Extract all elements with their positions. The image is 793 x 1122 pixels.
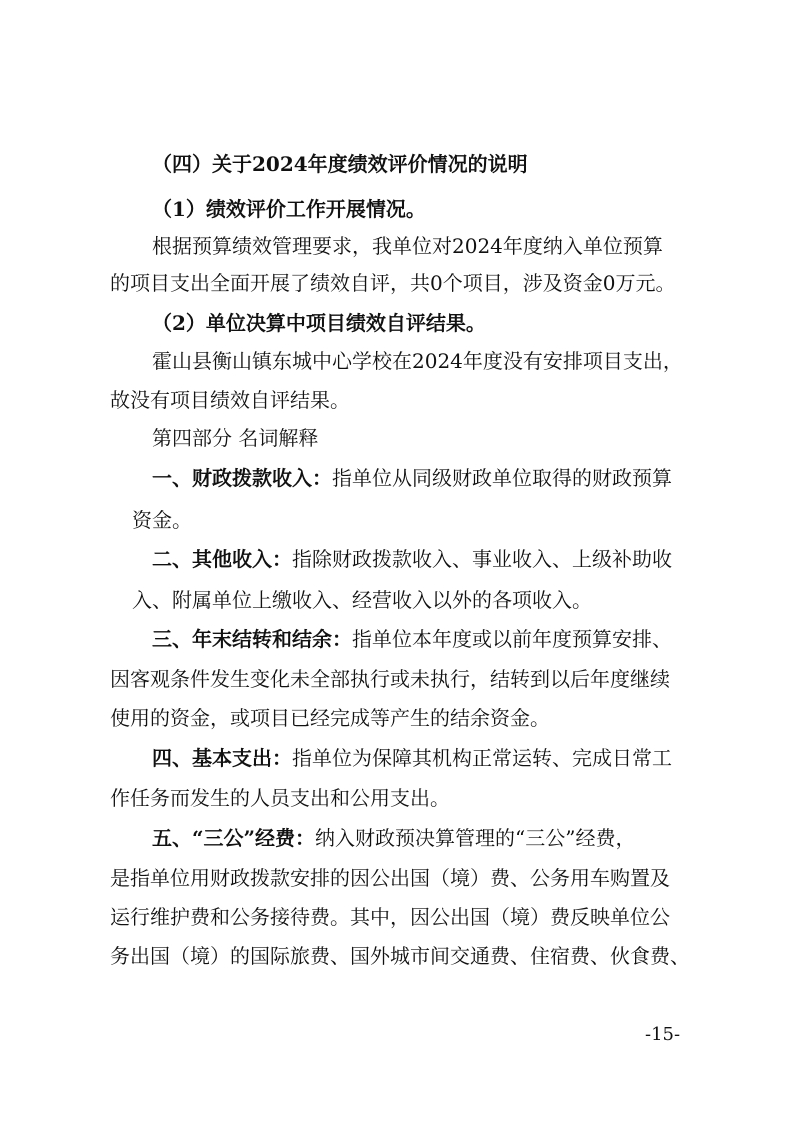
paragraph-line: 根据预算绩效管理要求，我单位对2024年度纳入单位预算 [152,234,663,258]
section-heading-performance-evaluation: （四）关于2024年度绩效评价情况的说明 [152,152,528,176]
term-label: 五、“三公”经费： [152,826,316,850]
paragraph-line: 因客观条件发生变化未全部执行或未执行，结转到以后年度继续 [110,667,670,691]
subheading-evaluation-result: （2）单位决算中项目绩效自评结果。 [152,311,486,335]
term-definition-line [152,626,672,652]
paragraph-line: 资金。 [132,508,192,532]
term-label: 三、年末结转和结余： [152,627,352,651]
paragraph-line: 是指单位用财政拨款安排的因公出国（境）费、公务用车购置及 [110,866,670,890]
term-definition-line [152,546,672,572]
part-four-heading: 第四部分 名词解释 [152,426,319,450]
term-label: 一、财政拨款收入： [152,466,332,490]
paragraph-line: 入、附属单位上缴收入、经营收入以外的各项收入。 [132,588,592,612]
term-text: 纳入财政预决算管理的“三公”经费， [315,826,636,850]
term-definition-line [152,465,672,491]
subheading-evaluation-status: （1）绩效评价工作开展情况。 [152,197,426,221]
term-label: 二、其他收入： [152,547,292,571]
term-definition-line [152,745,672,771]
term-text: 指除财政拨款收入、事业收入、上级补助收 [292,547,672,571]
paragraph-line: 务出国（境）的国际旅费、国外城市间交通费、住宿费、伙食费、 [110,944,690,968]
term-definition-line [152,825,635,851]
page-number: -15- [645,1024,681,1045]
term-text: 指单位从同级财政单位取得的财政预算 [332,466,672,490]
paragraph-line: 作任务而发生的人员支出和公用支出。 [110,786,450,810]
paragraph-line: 的项目支出全面开展了绩效自评，共0个项目，涉及资金0万元。 [110,271,676,295]
paragraph-line: 霍山县衡山镇东城中心学校在2024年度没有安排项目支出， [152,349,683,373]
term-label: 四、基本支出： [152,746,292,770]
paragraph-line: 运行维护费和公务接待费。其中，因公出国（境）费反映单位公 [110,905,670,929]
paragraph-line: 故没有项目绩效自评结果。 [110,388,350,412]
term-text: 指单位本年度或以前年度预算安排、 [352,627,672,651]
term-text: 指单位为保障其机构正常运转、完成日常工 [292,746,672,770]
paragraph-line: 使用的资金，或项目已经完成等产生的结余资金。 [110,706,550,730]
